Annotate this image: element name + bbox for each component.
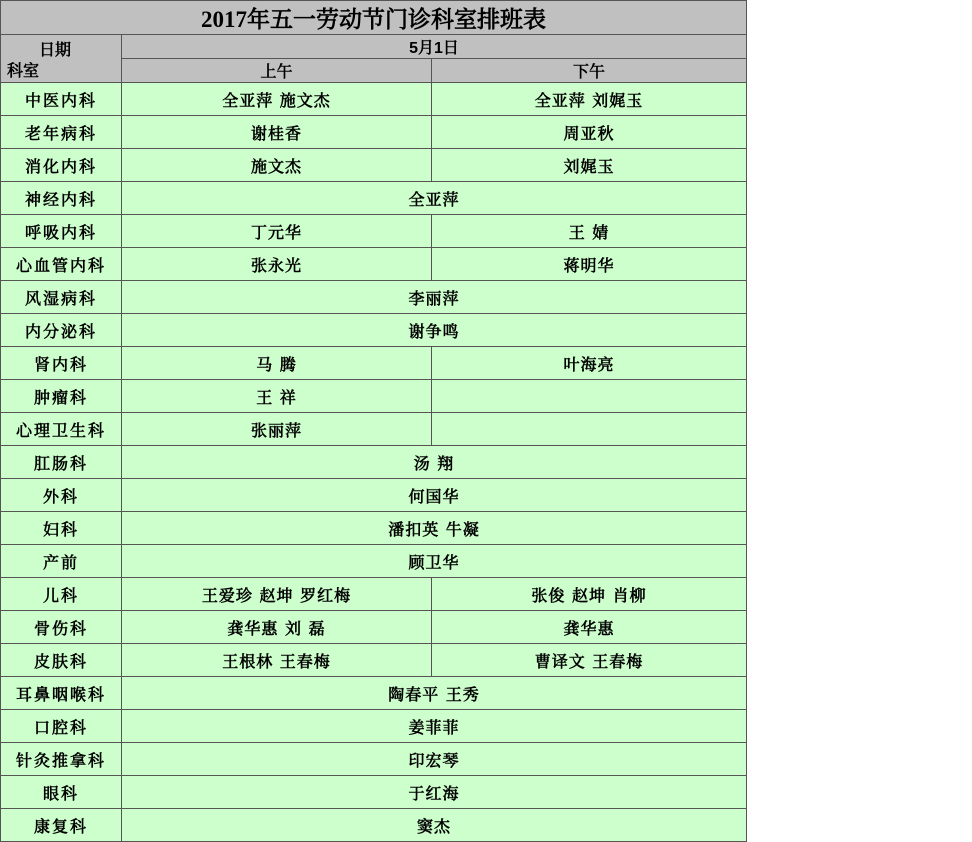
afternoon-header: 下午	[432, 59, 747, 83]
dept-cell: 外科	[1, 479, 122, 512]
dept-cell: 口腔科	[1, 710, 122, 743]
dept-cell: 儿科	[1, 578, 122, 611]
morning-cell: 王 祥	[122, 380, 432, 413]
morning-cell: 龚华惠 刘 磊	[122, 611, 432, 644]
dept-cell: 中医内科	[1, 83, 122, 116]
allday-cell: 何国华	[122, 479, 747, 512]
dept-cell: 康复科	[1, 809, 122, 842]
dept-cell: 针灸推拿科	[1, 743, 122, 776]
table-row	[1, 446, 747, 479]
morning-cell: 丁元华	[122, 215, 432, 248]
afternoon-cell: 蒋明华	[432, 248, 747, 281]
dept-cell: 神经内科	[1, 182, 122, 215]
table-row	[1, 710, 747, 743]
table-row	[1, 677, 747, 710]
afternoon-cell: 王 婧	[432, 215, 747, 248]
dept-cell: 耳鼻咽喉科	[1, 677, 122, 710]
afternoon-cell: 刘娓玉	[432, 149, 747, 182]
dept-cell: 消化内科	[1, 149, 122, 182]
dept-cell: 内分泌科	[1, 314, 122, 347]
table-row	[1, 545, 747, 578]
morning-cell: 张丽萍	[122, 413, 432, 446]
morning-cell: 施文杰	[122, 149, 432, 182]
allday-cell: 顾卫华	[122, 545, 747, 578]
allday-cell: 潘扣英 牛凝	[122, 512, 747, 545]
afternoon-cell: 龚华惠	[432, 611, 747, 644]
morning-cell: 王根林 王春梅	[122, 644, 432, 677]
corner-header-cell	[1, 35, 122, 83]
table-row	[1, 83, 747, 116]
table-row	[1, 413, 747, 446]
morning-cell: 张永光	[122, 248, 432, 281]
table-row	[1, 248, 747, 281]
afternoon-cell: 周亚秋	[432, 116, 747, 149]
table-row	[1, 314, 747, 347]
corner-dept-label: 科室	[7, 63, 40, 80]
dept-cell: 肾内科	[1, 347, 122, 380]
morning-cell: 全亚萍 施文杰	[122, 83, 432, 116]
table-row	[1, 479, 747, 512]
dept-cell: 妇科	[1, 512, 122, 545]
dept-cell: 肿瘤科	[1, 380, 122, 413]
allday-cell: 窦杰	[122, 809, 747, 842]
table-row	[1, 611, 747, 644]
table-row	[1, 149, 747, 182]
dept-cell: 风湿病科	[1, 281, 122, 314]
table-row	[1, 182, 747, 215]
afternoon-cell: 张俊 赵坤 肖柳	[432, 578, 747, 611]
dept-cell: 骨伤科	[1, 611, 122, 644]
corner-date-label: 日期	[39, 42, 72, 59]
morning-header: 上午	[122, 59, 432, 83]
table-row	[1, 380, 747, 413]
page-title: 2017年五一劳动节门诊科室排班表	[1, 1, 747, 35]
header-row-date	[1, 35, 747, 59]
table-row	[1, 578, 747, 611]
afternoon-cell	[432, 413, 747, 446]
dept-cell: 呼吸内科	[1, 215, 122, 248]
allday-cell: 于红海	[122, 776, 747, 809]
allday-cell: 姜菲菲	[122, 710, 747, 743]
table-row	[1, 116, 747, 149]
afternoon-cell: 叶海亮	[432, 347, 747, 380]
allday-cell: 全亚萍	[122, 182, 747, 215]
table-row	[1, 281, 747, 314]
table-row	[1, 347, 747, 380]
table-row	[1, 215, 747, 248]
afternoon-cell: 曹译文 王春梅	[432, 644, 747, 677]
allday-cell: 汤 翔	[122, 446, 747, 479]
dept-cell: 皮肤科	[1, 644, 122, 677]
table-row	[1, 644, 747, 677]
morning-cell: 马 腾	[122, 347, 432, 380]
dept-cell: 老年病科	[1, 116, 122, 149]
dept-cell: 眼科	[1, 776, 122, 809]
table-row	[1, 776, 747, 809]
table-row	[1, 512, 747, 545]
dept-cell: 心血管内科	[1, 248, 122, 281]
allday-cell: 印宏琴	[122, 743, 747, 776]
allday-cell: 陶春平 王秀	[122, 677, 747, 710]
allday-cell: 李丽萍	[122, 281, 747, 314]
table-row	[1, 743, 747, 776]
dept-cell: 肛肠科	[1, 446, 122, 479]
morning-cell: 王爱珍 赵坤 罗红梅	[122, 578, 432, 611]
dept-cell: 产前	[1, 545, 122, 578]
dept-cell: 心理卫生科	[1, 413, 122, 446]
table-row	[1, 809, 747, 842]
allday-cell: 谢争鸣	[122, 314, 747, 347]
afternoon-cell: 全亚萍 刘娓玉	[432, 83, 747, 116]
morning-cell: 谢桂香	[122, 116, 432, 149]
date-header: 5月1日	[122, 35, 747, 59]
afternoon-cell	[432, 380, 747, 413]
title-row	[1, 1, 747, 35]
